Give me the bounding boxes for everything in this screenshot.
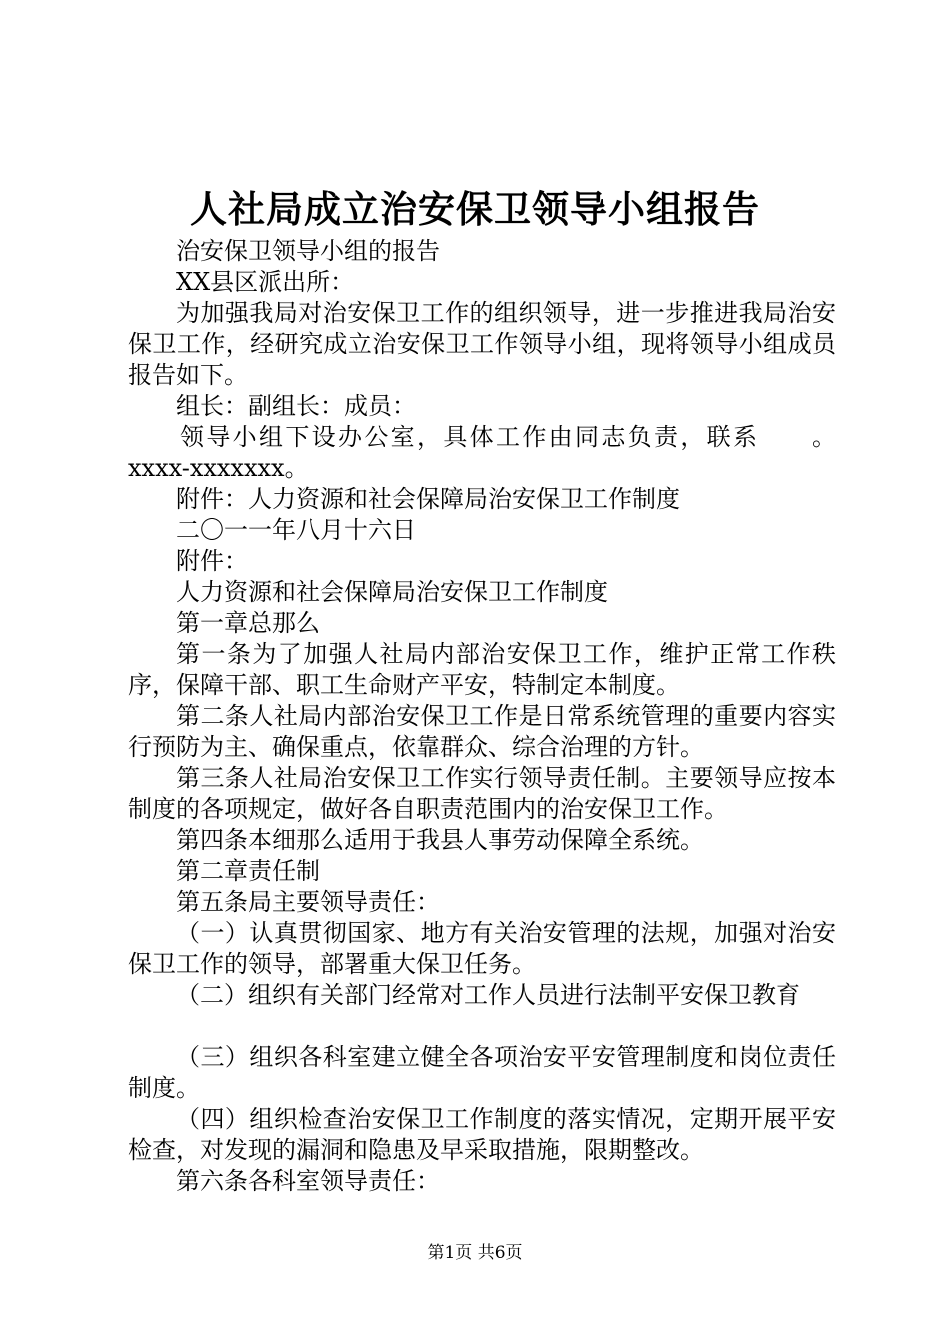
paragraph-attachment-note: 附件：人力资源和社会保障局治安保卫工作制度 xyxy=(176,485,680,513)
page-footer: 第1页 共6页 xyxy=(427,1243,523,1263)
paragraph-intro: 为加强我局对治安保卫工作的组织领导，进一步推进我局治安保卫工作，经研究成立治安保卫工作领导小组，现将领导小组成员报告如下。 xyxy=(128,299,836,389)
paragraph-date: 二〇一一年八月十六日 xyxy=(176,516,416,544)
paragraph-chapter-2: 第二章责任制 xyxy=(176,857,320,885)
paragraph-attachment-label: 附件： xyxy=(176,547,248,575)
paragraph-article-4: 第四条本细那么适用于我县人事劳动保障全系统。 xyxy=(176,826,704,854)
paragraph-attachment-title: 人力资源和社会保障局治安保卫工作制度 xyxy=(176,578,608,606)
paragraph-article-3: 第三条人社局治安保卫工作实行领导责任制。主要领导应按本制度的各项规定，做好各自职责范围内的治安保卫工作。 xyxy=(128,764,836,823)
paragraph-item-1: （一）认真贯彻国家、地方有关治安管理的法规，加强对治安保卫工作的领导，部署重大保卫任务。 xyxy=(128,919,836,978)
paragraph-article-2: 第二条人社局内部治安保卫工作是日常系统管理的重要内容实行预防为主、确保重点，依靠群众、综合治理的方针。 xyxy=(128,702,836,761)
paragraph-item-4: （四）组织检查治安保卫工作制度的落实情况，定期开展平安检查，对发现的漏洞和隐患及早采取措施，限期整改。 xyxy=(128,1105,836,1164)
paragraph-item-2: （二）组织有关部门经常对工作人员进行法制平安保卫教育 xyxy=(176,981,800,1009)
paragraph-item-3: （三）组织各科室建立健全各项治安平安管理制度和岗位责任制度。 xyxy=(128,1043,836,1102)
document-body xyxy=(128,236,836,1197)
paragraph-gap xyxy=(128,1011,836,1042)
document-title: 人社局成立治安保卫领导小组报告 xyxy=(190,187,760,231)
paragraph-chapter-1: 第一章总那么 xyxy=(176,609,320,637)
paragraph-report-heading: 治安保卫领导小组的报告 xyxy=(176,237,440,265)
paragraph-article-1: 第一条为了加强人社局内部治安保卫工作，维护正常工作秩序，保障干部、职工生命财产平安，特制定本制度。 xyxy=(128,640,836,699)
paragraph-addressee: XX县区派出所： xyxy=(176,268,355,296)
paragraph-article-6: 第六条各科室领导责任： xyxy=(176,1167,440,1195)
paragraph-article-5: 第五条局主要领导责任： xyxy=(176,888,440,916)
paragraph-office: 领导小组下设办公室，具体工作由同志负责，联系 。xxxx-xxxxxxx。 xyxy=(128,423,836,482)
paragraph-members: 组长：副组长：成员： xyxy=(176,392,416,420)
